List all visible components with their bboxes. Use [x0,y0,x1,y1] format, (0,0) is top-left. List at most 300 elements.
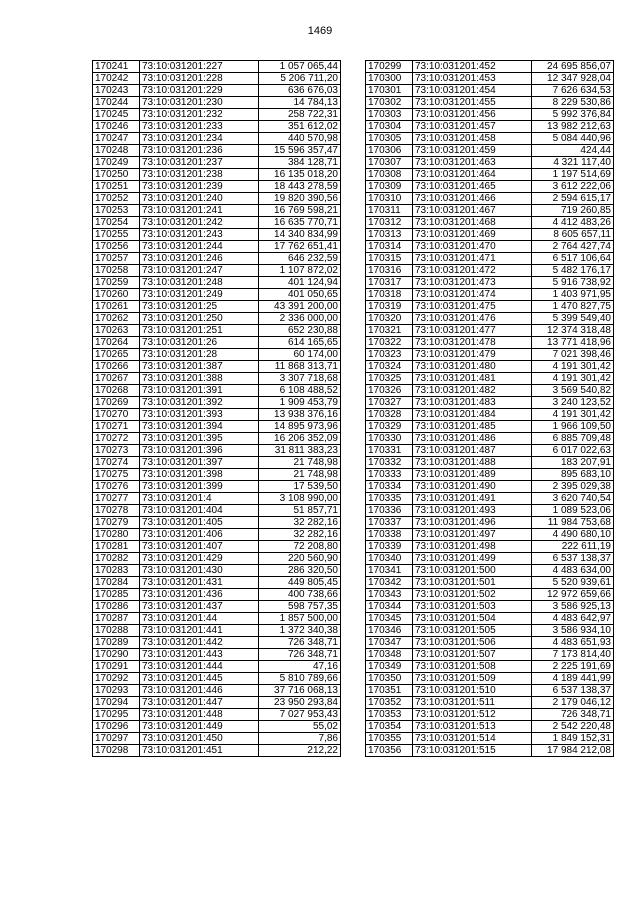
table-row [93,601,341,613]
row-number-cell: 170303 [366,109,413,121]
cadastral-number-cell: 73:10:031201:491 [413,493,532,505]
row-number-cell: 170264 [93,337,140,349]
cadastral-number-cell: 73:10:031201:470 [413,241,532,253]
table-row [93,409,341,421]
value-cell: 11 868 313,71 [259,361,341,373]
row-number-cell: 170354 [366,721,413,733]
table-row [366,673,614,685]
table-row [93,709,341,721]
cadastral-number-cell: 73:10:031201:456 [413,109,532,121]
table-row [366,337,614,349]
cadastral-number-cell: 73:10:031201:483 [413,397,532,409]
row-number-cell: 170343 [366,589,413,601]
row-number-cell: 170284 [93,577,140,589]
row-number-cell: 170342 [366,577,413,589]
value-cell: 6 537 138,37 [532,685,614,697]
value-cell: 400 738,66 [259,589,341,601]
value-cell: 3 612 222,06 [532,181,614,193]
table-row [93,61,341,73]
row-number-cell: 170292 [93,673,140,685]
value-cell: 17 762 651,41 [259,241,341,253]
value-cell: 6 885 709,48 [532,433,614,445]
cadastral-number-cell: 73:10:031201:500 [413,565,532,577]
value-cell: 51 857,71 [259,505,341,517]
value-cell: 401 050,65 [259,289,341,301]
cadastral-number-cell: 73:10:031201:399 [140,481,259,493]
table-row [366,421,614,433]
value-cell: 5 810 789,66 [259,673,341,685]
row-number-cell: 170257 [93,253,140,265]
value-cell: 8 229 530,86 [532,97,614,109]
row-number-cell: 170320 [366,313,413,325]
table-row [93,661,341,673]
value-cell: 7 021 398,46 [532,349,614,361]
value-cell: 16 206 352,09 [259,433,341,445]
value-cell: 3 240 123,52 [532,397,614,409]
table-row [93,433,341,445]
cadastral-number-cell: 73:10:031201:509 [413,673,532,685]
value-cell: 23 950 293,84 [259,697,341,709]
value-cell: 3 108 990,00 [259,493,341,505]
row-number-cell: 170332 [366,457,413,469]
value-cell: 4 483 651,93 [532,637,614,649]
row-number-cell: 170322 [366,337,413,349]
table-row [366,601,614,613]
cadastral-number-cell: 73:10:031201:514 [413,733,532,745]
cadastral-number-cell: 73:10:031201:485 [413,421,532,433]
row-number-cell: 170259 [93,277,140,289]
cadastral-number-cell: 73:10:031201:442 [140,637,259,649]
table-row [366,721,614,733]
table-row [366,541,614,553]
cadastral-number-cell: 73:10:031201:396 [140,445,259,457]
value-cell: 2 594 615,17 [532,193,614,205]
row-number-cell: 170347 [366,637,413,649]
table-row [366,157,614,169]
table-row [366,61,614,73]
cadastral-number-cell: 73:10:031201:515 [413,745,532,757]
value-cell: 55,02 [259,721,341,733]
value-cell: 8 605 657,11 [532,229,614,241]
value-cell: 6 537 138,37 [532,553,614,565]
cadastral-number-cell: 73:10:031201:392 [140,397,259,409]
row-number-cell: 170243 [93,85,140,97]
cadastral-number-cell: 73:10:031201:242 [140,217,259,229]
cadastral-number-cell: 73:10:031201:498 [413,541,532,553]
value-cell: 1 372 340,38 [259,625,341,637]
table-row [93,733,341,745]
value-cell: 43 391 200,00 [259,301,341,313]
cadastral-number-cell: 73:10:031201:4 [140,493,259,505]
table-row [366,265,614,277]
value-cell: 384 128,71 [259,157,341,169]
value-cell: 598 757,35 [259,601,341,613]
value-cell: 47,16 [259,661,341,673]
value-cell: 4 483 642,97 [532,613,614,625]
table-row [366,661,614,673]
row-number-cell: 170278 [93,505,140,517]
table-row [366,313,614,325]
cadastral-number-cell: 73:10:031201:44 [140,613,259,625]
value-cell: 440 570,98 [259,133,341,145]
row-number-cell: 170295 [93,709,140,721]
row-number-cell: 170352 [366,697,413,709]
table-row [93,697,341,709]
table-row [366,589,614,601]
table-row [93,73,341,85]
table-row [93,421,341,433]
cadastral-number-cell: 73:10:031201:239 [140,181,259,193]
value-cell: 4 490 680,10 [532,529,614,541]
table-row [93,289,341,301]
row-number-cell: 170355 [366,733,413,745]
value-cell: 7 626 634,53 [532,85,614,97]
row-number-cell: 170272 [93,433,140,445]
cadastral-number-cell: 73:10:031201:388 [140,373,259,385]
value-cell: 1 849 152,31 [532,733,614,745]
row-number-cell: 170312 [366,217,413,229]
value-cell: 5 399 549,40 [532,313,614,325]
table-row [93,109,341,121]
table-row [366,469,614,481]
table-row [93,625,341,637]
table-row [93,637,341,649]
table-row [366,613,614,625]
value-cell: 11 984 753,68 [532,517,614,529]
table-row [93,577,341,589]
table-row [93,385,341,397]
cadastral-number-cell: 73:10:031201:480 [413,361,532,373]
table-row [93,325,341,337]
cadastral-number-cell: 73:10:031201:472 [413,265,532,277]
table-row [93,169,341,181]
row-number-cell: 170345 [366,613,413,625]
row-number-cell: 170252 [93,193,140,205]
table-row [366,493,614,505]
row-number-cell: 170302 [366,97,413,109]
table-row [366,637,614,649]
cadastral-number-cell: 73:10:031201:244 [140,241,259,253]
row-number-cell: 170299 [366,61,413,73]
row-number-cell: 170316 [366,265,413,277]
value-cell: 2 395 029,38 [532,481,614,493]
value-cell: 1 909 453,79 [259,397,341,409]
value-cell: 1 470 827,75 [532,301,614,313]
table-row [93,121,341,133]
value-cell: 19 820 390,56 [259,193,341,205]
value-cell: 12 374 318,48 [532,325,614,337]
cadastral-number-cell: 73:10:031201:236 [140,145,259,157]
cadastral-number-cell: 73:10:031201:457 [413,121,532,133]
row-number-cell: 170329 [366,421,413,433]
table-row [366,193,614,205]
table-row [93,517,341,529]
table-body-left [93,61,341,757]
row-number-cell: 170313 [366,229,413,241]
value-cell: 636 676,03 [259,85,341,97]
value-cell: 222 611,19 [532,541,614,553]
cadastral-number-cell: 73:10:031201:449 [140,721,259,733]
cadastral-table-right [365,60,614,757]
row-number-cell: 170250 [93,169,140,181]
value-cell: 1 089 523,06 [532,505,614,517]
row-number-cell: 170251 [93,181,140,193]
row-number-cell: 170350 [366,673,413,685]
table-row [366,505,614,517]
cadastral-number-cell: 73:10:031201:502 [413,589,532,601]
cadastral-number-cell: 73:10:031201:28 [140,349,259,361]
table-row [93,157,341,169]
row-number-cell: 170335 [366,493,413,505]
table-row [93,505,341,517]
cadastral-number-cell: 73:10:031201:246 [140,253,259,265]
table-row [366,289,614,301]
row-number-cell: 170349 [366,661,413,673]
row-number-cell: 170323 [366,349,413,361]
row-number-cell: 170244 [93,97,140,109]
table-row [93,181,341,193]
row-number-cell: 170266 [93,361,140,373]
cadastral-number-cell: 73:10:031201:248 [140,277,259,289]
table-row [366,253,614,265]
value-cell: 13 771 418,96 [532,337,614,349]
table-row [93,277,341,289]
cadastral-number-cell: 73:10:031201:454 [413,85,532,97]
value-cell: 16 769 598,21 [259,205,341,217]
row-number-cell: 170306 [366,145,413,157]
row-number-cell: 170331 [366,445,413,457]
value-cell: 21 748,98 [259,469,341,481]
row-number-cell: 170285 [93,589,140,601]
table-row [93,85,341,97]
row-number-cell: 170353 [366,709,413,721]
table-row [93,685,341,697]
cadastral-number-cell: 73:10:031201:234 [140,133,259,145]
value-cell: 726 348,71 [532,709,614,721]
table-row [93,97,341,109]
row-number-cell: 170287 [93,613,140,625]
table-row [93,313,341,325]
cadastral-number-cell: 73:10:031201:476 [413,313,532,325]
value-cell: 5 992 376,84 [532,109,614,121]
row-number-cell: 170338 [366,529,413,541]
value-cell: 7 027 953,43 [259,709,341,721]
value-cell: 60 174,00 [259,349,341,361]
cadastral-number-cell: 73:10:031201:394 [140,421,259,433]
value-cell: 6 108 488,52 [259,385,341,397]
table-row [93,613,341,625]
cadastral-number-cell: 73:10:031201:507 [413,649,532,661]
cadastral-number-cell: 73:10:031201:452 [413,61,532,73]
row-number-cell: 170356 [366,745,413,757]
value-cell: 14 784,13 [259,97,341,109]
row-number-cell: 170260 [93,289,140,301]
cadastral-number-cell: 73:10:031201:251 [140,325,259,337]
row-number-cell: 170336 [366,505,413,517]
row-number-cell: 170304 [366,121,413,133]
row-number-cell: 170256 [93,241,140,253]
cadastral-number-cell: 73:10:031201:493 [413,505,532,517]
cadastral-number-cell: 73:10:031201:506 [413,637,532,649]
value-cell: 24 695 856,07 [532,61,614,73]
value-cell: 4 191 301,42 [532,373,614,385]
cadastral-number-cell: 73:10:031201:465 [413,181,532,193]
value-cell: 5 084 440,96 [532,133,614,145]
cadastral-number-cell: 73:10:031201:450 [140,733,259,745]
value-cell: 18 443 278,59 [259,181,341,193]
row-number-cell: 170340 [366,553,413,565]
cadastral-number-cell: 73:10:031201:489 [413,469,532,481]
cadastral-table-left [92,60,341,757]
table-row [93,457,341,469]
value-cell: 614 165,65 [259,337,341,349]
cadastral-number-cell: 73:10:031201:463 [413,157,532,169]
row-number-cell: 170318 [366,289,413,301]
row-number-cell: 170344 [366,601,413,613]
row-number-cell: 170286 [93,601,140,613]
cadastral-number-cell: 73:10:031201:240 [140,193,259,205]
row-number-cell: 170242 [93,73,140,85]
value-cell: 16 135 018,20 [259,169,341,181]
table-row [366,577,614,589]
row-number-cell: 170310 [366,193,413,205]
table-row [366,457,614,469]
row-number-cell: 170282 [93,553,140,565]
cadastral-number-cell: 73:10:031201:488 [413,457,532,469]
cadastral-number-cell: 73:10:031201:512 [413,709,532,721]
table-row [93,469,341,481]
row-number-cell: 170291 [93,661,140,673]
table-row [366,517,614,529]
row-number-cell: 170294 [93,697,140,709]
table-row [93,337,341,349]
table-row [366,565,614,577]
table-row [366,205,614,217]
table-row [366,361,614,373]
cadastral-number-cell: 73:10:031201:453 [413,73,532,85]
row-number-cell: 170327 [366,397,413,409]
value-cell: 401 124,94 [259,277,341,289]
row-number-cell: 170314 [366,241,413,253]
cadastral-number-cell: 73:10:031201:510 [413,685,532,697]
table-row [93,301,341,313]
table-row [366,553,614,565]
row-number-cell: 170346 [366,625,413,637]
value-cell: 5 916 738,92 [532,277,614,289]
row-number-cell: 170253 [93,205,140,217]
cadastral-number-cell: 73:10:031201:503 [413,601,532,613]
table-row [93,241,341,253]
value-cell: 3 586 925,13 [532,601,614,613]
cadastral-number-cell: 73:10:031201:458 [413,133,532,145]
cadastral-number-cell: 73:10:031201:474 [413,289,532,301]
table-row [93,361,341,373]
value-cell: 212,22 [259,745,341,757]
table-row [366,685,614,697]
row-number-cell: 170317 [366,277,413,289]
row-number-cell: 170348 [366,649,413,661]
value-cell: 3 569 540,82 [532,385,614,397]
row-number-cell: 170245 [93,109,140,121]
row-number-cell: 170265 [93,349,140,361]
row-number-cell: 170268 [93,385,140,397]
cadastral-number-cell: 73:10:031201:455 [413,97,532,109]
value-cell: 13 982 212,63 [532,121,614,133]
value-cell: 13 938 376,16 [259,409,341,421]
table-row [366,433,614,445]
row-number-cell: 170297 [93,733,140,745]
value-cell: 2 764 427,74 [532,241,614,253]
table-row [366,697,614,709]
row-number-cell: 170325 [366,373,413,385]
table-row [366,73,614,85]
row-number-cell: 170301 [366,85,413,97]
row-number-cell: 170255 [93,229,140,241]
value-cell: 1 857 500,00 [259,613,341,625]
cadastral-number-cell: 73:10:031201:405 [140,517,259,529]
row-number-cell: 170330 [366,433,413,445]
cadastral-number-cell: 73:10:031201:441 [140,625,259,637]
cadastral-number-cell: 73:10:031201:407 [140,541,259,553]
cadastral-number-cell: 73:10:031201:464 [413,169,532,181]
cadastral-number-cell: 73:10:031201:443 [140,649,259,661]
cadastral-number-cell: 73:10:031201:429 [140,553,259,565]
value-cell: 1 966 109,50 [532,421,614,433]
row-number-cell: 170319 [366,301,413,313]
value-cell: 286 320,50 [259,565,341,577]
table-row [366,85,614,97]
value-cell: 1 057 065,44 [259,61,341,73]
page-number: 1469 [307,25,333,37]
table-row [93,349,341,361]
table-row [366,733,614,745]
value-cell: 4 191 301,42 [532,361,614,373]
cadastral-number-cell: 73:10:031201:466 [413,193,532,205]
value-cell: 4 483 634,00 [532,565,614,577]
value-cell: 3 620 740,54 [532,493,614,505]
value-cell: 5 520 939,61 [532,577,614,589]
row-number-cell: 170334 [366,481,413,493]
table-body-right [366,61,614,757]
cadastral-number-cell: 73:10:031201:484 [413,409,532,421]
cadastral-number-cell: 73:10:031201:26 [140,337,259,349]
value-cell: 7 173 814,40 [532,649,614,661]
cadastral-number-cell: 73:10:031201:451 [140,745,259,757]
row-number-cell: 170258 [93,265,140,277]
value-cell: 15 596 357,47 [259,145,341,157]
row-number-cell: 170283 [93,565,140,577]
cadastral-number-cell: 73:10:031201:232 [140,109,259,121]
value-cell: 1 403 971,95 [532,289,614,301]
cadastral-number-cell: 73:10:031201:505 [413,625,532,637]
row-number-cell: 170341 [366,565,413,577]
cadastral-number-cell: 73:10:031201:481 [413,373,532,385]
value-cell: 31 811 383,23 [259,445,341,457]
row-number-cell: 170269 [93,397,140,409]
row-number-cell: 170246 [93,121,140,133]
table-row [93,217,341,229]
row-number-cell: 170333 [366,469,413,481]
table-row [366,481,614,493]
value-cell: 7,86 [259,733,341,745]
table-row [366,121,614,133]
value-cell: 5 482 176,17 [532,265,614,277]
table-row [366,277,614,289]
table-row [93,265,341,277]
value-cell: 4 191 301,42 [532,409,614,421]
row-number-cell: 170324 [366,361,413,373]
row-number-cell: 170280 [93,529,140,541]
